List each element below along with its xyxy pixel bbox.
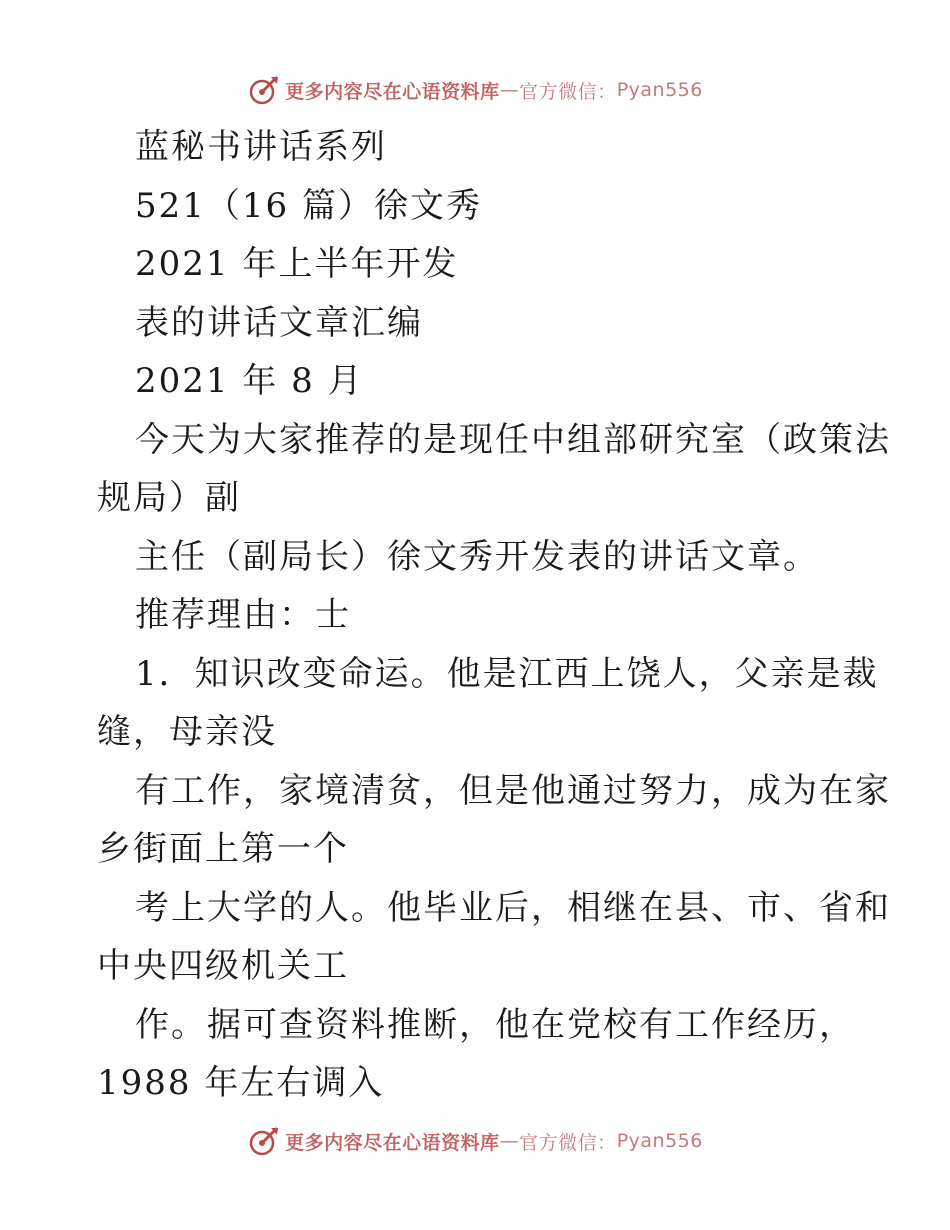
pen-nib-logo-icon xyxy=(247,73,281,107)
watermark-brand: 更多内容尽在心语资料库 xyxy=(285,1131,500,1154)
text-line: 2021 年上半年开发 xyxy=(135,244,459,284)
watermark-wechat-label: 官方微信： xyxy=(519,1131,617,1154)
text-line: 主任（副局长）徐文秀开发表的讲话文章。 xyxy=(135,536,819,577)
text-line: 有工作，家境清贫，但是他通过努力，成为在家 xyxy=(135,770,891,811)
watermark-wechat-label: 官方微信： xyxy=(519,80,617,103)
text-line: 今天为大家推荐的是现任中组部研究室（政策法 xyxy=(135,419,891,460)
text-line: 蓝秘书讲话系列 xyxy=(135,127,387,167)
text-line: 2021 年 8 月 xyxy=(135,361,364,401)
text-line: 缝，母亲没 xyxy=(97,712,277,752)
watermark-separator: — xyxy=(499,1130,520,1152)
text-line: 1．知识改变命运。他是江西上饶人，父亲是裁 xyxy=(135,653,879,694)
document-body xyxy=(97,118,891,1113)
text-line: 中央四级机关工 xyxy=(97,946,349,986)
text-line: 规局）副 xyxy=(97,478,241,518)
text-line: 推荐理由：士 xyxy=(135,595,351,635)
pen-nib-logo-icon xyxy=(247,1124,281,1158)
watermark-wechat-id: Pyan556 xyxy=(616,79,703,101)
watermark-separator: — xyxy=(499,79,520,101)
watermark-brand: 更多内容尽在心语资料库 xyxy=(285,80,500,103)
text-line: 521（16 篇）徐文秀 xyxy=(135,185,482,226)
header-watermark xyxy=(0,70,950,110)
footer-watermark xyxy=(0,1121,950,1161)
text-line: 乡街面上第一个 xyxy=(97,829,349,869)
text-line: 作。据可查资料推断，他在党校有工作经历， xyxy=(135,1004,855,1045)
text-line: 考上大学的人。他毕业后，相继在县、市、省和 xyxy=(135,887,891,928)
text-line: 1988 年左右调入 xyxy=(97,1063,385,1103)
text-line: 表的讲话文章汇编 xyxy=(135,302,423,343)
watermark-wechat-id: Pyan556 xyxy=(616,1130,703,1152)
